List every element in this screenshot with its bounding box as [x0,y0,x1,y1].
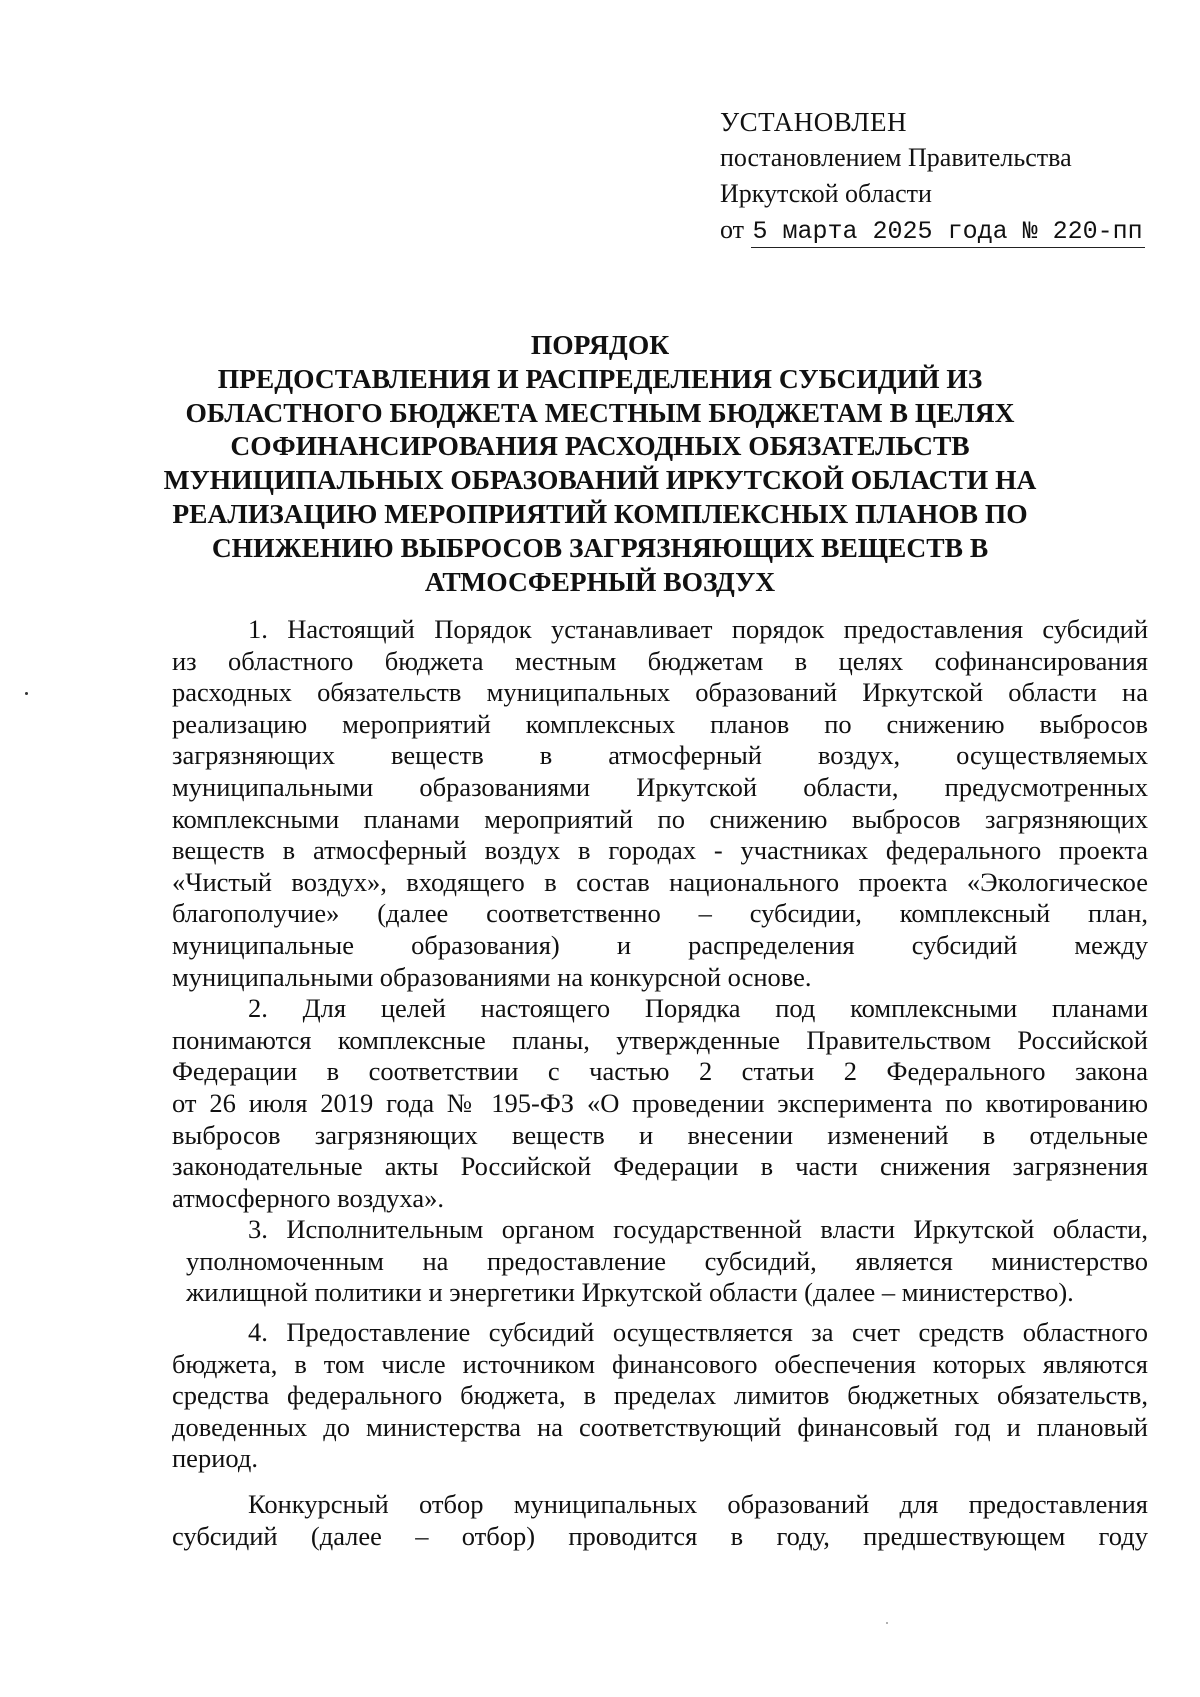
title-line: ОБЛАСТНОГО БЮДЖЕТА МЕСТНЫМ БЮДЖЕТАМ В ЦЕЛЯХ [185,396,1015,428]
text-line: веществ в атмосферный воздух в городах - участниках федерального проекта [172,835,1148,866]
text-line: жилищной политики и энергетики Иркутской области (далее – министерство). [186,1277,1074,1308]
text-line: выбросов загрязняющих веществ и внесении изменений в отдельные [172,1119,1148,1150]
document-body [172,614,1148,1552]
title-line: АТМОСФЕРНЫЙ ВОЗДУХ [424,565,776,597]
text-line: муниципальные образования) и распределения субсидий между [172,929,1148,960]
text-line: атмосферного воздуха». [172,1182,444,1213]
approval-line-1: постановлением Правительства [720,143,1072,172]
text-line: муниципальными образованиями на конкурсной основе. [172,961,812,992]
paragraph-5 [172,1489,1148,1552]
title-line: МУНИЦИПАЛЬНЫХ ОБРАЗОВАНИЙ ИРКУТСКОЙ ОБЛАСТИ НА [163,464,1037,496]
text-line: бюджета, в том числе источником финансового обеспечения которых являются [172,1348,1148,1379]
text-line: 3. Исполнительным органом государственной власти Иркутской области, [248,1214,1148,1245]
title-line: ПОРЯДОК [530,329,670,360]
text-line: законодательные акты Российской Федерации в части снижения загрязнения [172,1151,1148,1182]
text-line: доведенных до министерства на соответствующий финансовый год и плановый [172,1411,1148,1442]
text-line: «Чистый воздух», входящего в состав национального проекта «Экологическое [172,866,1148,897]
title-line: РЕАЛИЗАЦИЮ МЕРОПРИЯТИЙ КОМПЛЕКСНЫХ ПЛАНОВ ПО [172,497,1028,529]
title-line: СНИЖЕНИЮ ВЫБРОСОВ ЗАГРЯЗНЯЮЩИХ ВЕЩЕСТВ В [211,531,989,563]
text-line: Конкурсный отбор муниципальных образований для предоставления [248,1489,1148,1520]
scan-speck [886,1622,888,1624]
paragraph-2 [172,993,1148,1214]
text-line: уполномоченным на предоставление субсидий, является министерство [186,1245,1148,1276]
text-line: 1. Настоящий Порядок устанавливает порядок предоставления субсидий [248,614,1148,644]
text-line: период. [172,1443,258,1474]
text-line: расходных обязательств муниципальных образований Иркутской области на [172,677,1148,708]
paragraph-1 [172,614,1148,993]
approval-stamp [720,104,1160,250]
text-line: загрязняющих веществ в атмосферный воздух, осуществляемых [172,740,1148,771]
text-line: средства федерального бюджета, в пределах лимитов бюджетных обязательств, [172,1380,1148,1411]
text-line: субсидий (далее – отбор) проводится в году, предшествующем году [172,1520,1148,1551]
approval-date-filled: 5 марта 2025 года № 220-пп [752,217,1143,246]
approval-heading: УСТАНОВЛЕН [720,107,908,137]
text-line: 2. Для целей настоящего Порядка под комплексными планами [248,993,1148,1024]
paragraph-4 [172,1317,1148,1475]
scan-speck [25,692,28,695]
approval-date-line [720,212,1160,250]
text-line: муниципальными образованиями Иркутской области, предусмотренных [172,771,1148,802]
text-line: реализацию мероприятий комплексных планов по снижению выбросов [172,708,1148,739]
text-line: от 26 июля 2019 года № 195-ФЗ «О проведении эксперимента по квотированию [172,1087,1148,1118]
approval-line-2: Иркутской области [720,179,932,208]
text-line: комплексными планами мероприятий по снижению выбросов загрязняющих [172,803,1148,834]
text-line: Федерации в соответствии с частью 2 статьи 2 Федерального закона [172,1056,1148,1087]
text-line: из областного бюджета местным бюджетам в целях софинансирования [172,645,1148,676]
approval-date-prefix: от [720,215,745,244]
text-line: 4. Предоставление субсидий осуществляется за счет средств областного [248,1317,1148,1348]
document-title [150,328,1050,598]
text-line: благополучие» (далее соответственно – субсидии, комплексный план, [172,898,1148,929]
title-line: СОФИНАНСИРОВАНИЯ РАСХОДНЫХ ОБЯЗАТЕЛЬСТВ [230,430,970,462]
title-line: ПРЕДОСТАВЛЕНИЯ И РАСПРЕДЕЛЕНИЯ СУБСИДИЙ ИЗ [217,362,983,394]
text-line: понимаются комплексные планы, утвержденные Правительством Российской [172,1024,1148,1055]
paragraph-3 [172,1214,1148,1309]
